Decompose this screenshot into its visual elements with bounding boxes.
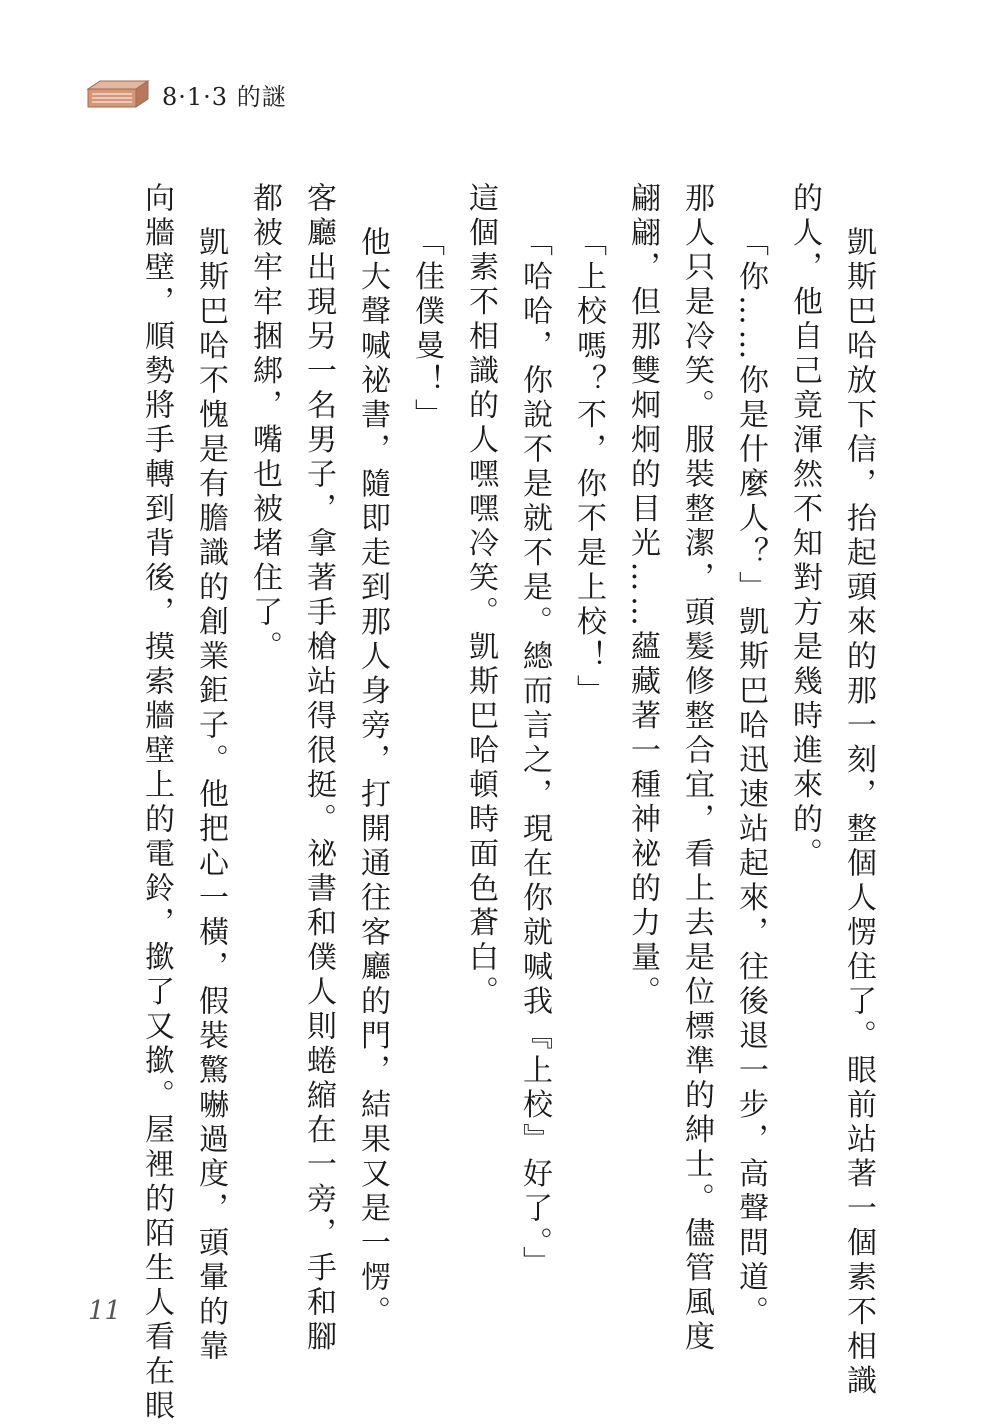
page-number: 11 bbox=[88, 1296, 122, 1326]
text-column: 凱斯巴哈不愧是有膽識的創業鉅子。他把心一橫，假裝驚嚇過度，頭暈的靠 bbox=[193, 226, 228, 1365]
text-column: 「你……你是什麼人？」凱斯巴哈迅速站起來，往後退一步，高聲問道。 bbox=[733, 226, 768, 1330]
text-column: 那人只是冷笑。服裝整潔，頭髮修整合宜，看上去是位標準的紳士。儘管風度 bbox=[679, 182, 714, 1355]
text-column: 客廳出現另一名男子，拿著手槍站得很挺。祕書和僕人則蜷縮在一旁，手和腳 bbox=[301, 182, 336, 1355]
text-column: 「佳僕曼！」 bbox=[409, 226, 444, 433]
text-column: 他大聲喊祕書，隨即走到那人身旁，打開通往客廳的門，結果又是一愣。 bbox=[355, 226, 390, 1330]
text-column: 向牆壁，順勢將手轉到背後，摸索牆壁上的電鈴，撳了又撳。屋裡的陌生人看在眼 bbox=[139, 182, 174, 1424]
text-column: 凱斯巴哈放下信，抬起頭來的那一刻，整個人愣住了。眼前站著一個素不相識 bbox=[841, 226, 876, 1399]
text-column: 這個素不相識的人嘿嘿冷笑。凱斯巴哈頓時面色蒼白。 bbox=[463, 182, 498, 1010]
text-column: 「哈哈，你說不是就不是。總而言之，現在你就喊我『上校』好了。」 bbox=[517, 226, 552, 1281]
text-column: 的人，他自己竟渾然不知對方是幾時進來的。 bbox=[787, 182, 822, 872]
text-column: 翩翩，但那雙炯炯的目光……蘊藏著一種神祕的力量。 bbox=[625, 182, 660, 1010]
text-column: 「上校嗎？不，你不是上校！」 bbox=[571, 226, 606, 709]
page-title: 8·1·3 的謎 bbox=[162, 82, 287, 111]
text-column: 都被牢牢捆綁，嘴也被堵住了。 bbox=[247, 182, 282, 665]
